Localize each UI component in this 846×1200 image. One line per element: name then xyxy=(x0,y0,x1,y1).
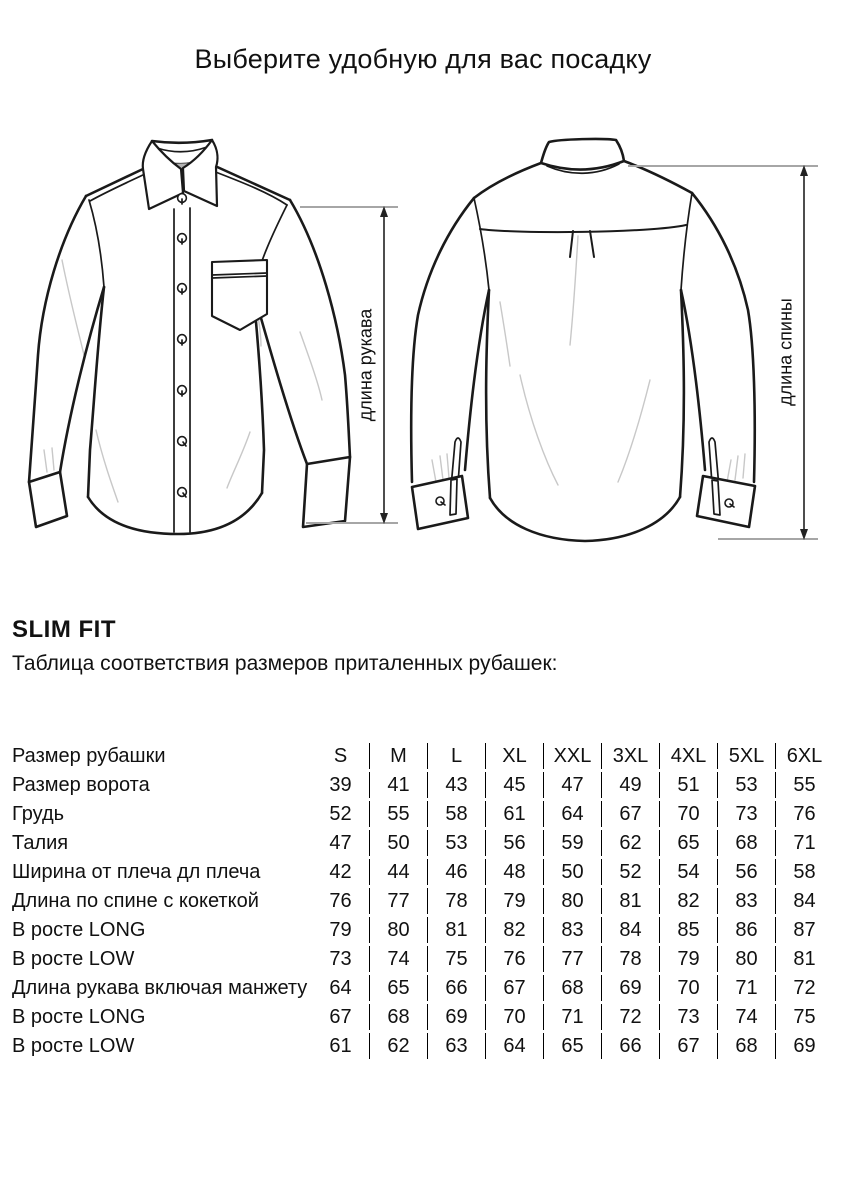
size-cell: 52 xyxy=(312,801,370,827)
size-cell: 77 xyxy=(370,888,428,914)
size-cell: 68 xyxy=(718,1033,776,1059)
size-cell: 48 xyxy=(486,859,544,885)
size-cell: 49 xyxy=(602,772,660,798)
size-cell: 81 xyxy=(428,917,486,943)
shirt-technical-drawing xyxy=(0,120,846,590)
size-cell: 65 xyxy=(660,830,718,856)
table-row xyxy=(12,830,833,856)
size-cell: 58 xyxy=(428,801,486,827)
size-cell: 51 xyxy=(660,772,718,798)
chest-pocket xyxy=(212,260,267,330)
size-cell: 54 xyxy=(660,859,718,885)
size-cell: 76 xyxy=(312,888,370,914)
column-header: 3XL xyxy=(602,743,660,769)
size-cell: 59 xyxy=(544,830,602,856)
front-buttons xyxy=(178,194,187,497)
size-cell: 46 xyxy=(428,859,486,885)
yoke-seam xyxy=(480,225,686,232)
size-cell: 78 xyxy=(602,946,660,972)
size-cell: 56 xyxy=(486,830,544,856)
size-cell: 79 xyxy=(486,888,544,914)
column-header: L xyxy=(428,743,486,769)
column-header: 6XL xyxy=(786,745,823,767)
size-cell: 61 xyxy=(312,1033,370,1059)
size-cell: 68 xyxy=(370,1004,428,1030)
size-cell: 77 xyxy=(544,946,602,972)
size-cell: 82 xyxy=(486,917,544,943)
size-cell: 79 xyxy=(660,946,718,972)
size-cell: 50 xyxy=(544,859,602,885)
table-row xyxy=(12,1004,833,1030)
size-cell: 82 xyxy=(660,888,718,914)
size-cell: 84 xyxy=(793,890,816,912)
size-cell: 70 xyxy=(660,801,718,827)
row-label: Грудь xyxy=(12,803,65,825)
size-cell: 39 xyxy=(312,772,370,798)
size-cell: 71 xyxy=(793,832,816,854)
size-cell: 83 xyxy=(544,917,602,943)
column-header: XL xyxy=(486,743,544,769)
column-header: XXL xyxy=(544,743,602,769)
size-cell: 69 xyxy=(602,975,660,1001)
size-cell: 44 xyxy=(370,859,428,885)
size-cell: 72 xyxy=(602,1004,660,1030)
size-cell: 47 xyxy=(312,830,370,856)
size-cell: 58 xyxy=(793,861,816,883)
table-row xyxy=(12,772,833,798)
row-label: В росте LOW xyxy=(12,1035,135,1057)
size-cell: 56 xyxy=(718,859,776,885)
table-row xyxy=(12,917,833,943)
size-cell: 74 xyxy=(370,946,428,972)
back-pleat xyxy=(570,231,594,257)
column-header: 4XL xyxy=(660,743,718,769)
shirt-diagram xyxy=(0,120,846,590)
table-row xyxy=(12,1033,833,1059)
size-cell: 63 xyxy=(428,1033,486,1059)
size-cell: 71 xyxy=(544,1004,602,1030)
back-collar xyxy=(541,139,624,173)
size-cell: 55 xyxy=(370,801,428,827)
size-cell: 65 xyxy=(370,975,428,1001)
size-cell: 85 xyxy=(660,917,718,943)
size-cell: 80 xyxy=(718,946,776,972)
size-cell: 80 xyxy=(370,917,428,943)
row-label: Ширина от плеча дл плеча xyxy=(12,861,261,883)
row-label: В росте LOW xyxy=(12,948,135,970)
size-cell: 53 xyxy=(718,772,776,798)
size-cell: 64 xyxy=(544,801,602,827)
fit-heading: SLIM FIT xyxy=(12,616,116,643)
column-header: M xyxy=(370,743,428,769)
table-subtitle: Таблица соответствия размеров приталенных рубашек: xyxy=(12,652,558,675)
size-cell: 52 xyxy=(602,859,660,885)
size-cell: 42 xyxy=(312,859,370,885)
front-shirt-drawing xyxy=(29,140,350,534)
sleeve-length-label: длина рукава xyxy=(355,308,376,422)
size-cell: 68 xyxy=(544,975,602,1001)
front-right-cuff xyxy=(303,457,350,527)
size-cell: 55 xyxy=(793,774,816,796)
size-cell: 62 xyxy=(370,1033,428,1059)
front-left-cuff xyxy=(29,472,67,527)
size-cell: 73 xyxy=(718,801,776,827)
size-cell: 76 xyxy=(486,946,544,972)
size-cell: 41 xyxy=(370,772,428,798)
size-cell: 74 xyxy=(718,1004,776,1030)
header-label: Размер рубашки xyxy=(12,745,166,767)
size-cell: 64 xyxy=(486,1033,544,1059)
size-cell: 70 xyxy=(486,1004,544,1030)
size-cell: 83 xyxy=(718,888,776,914)
table-header-row xyxy=(12,743,833,769)
size-cell: 67 xyxy=(312,1004,370,1030)
size-cell: 78 xyxy=(428,888,486,914)
table-row xyxy=(12,888,833,914)
size-cell: 76 xyxy=(793,803,816,825)
size-cell: 72 xyxy=(793,977,816,999)
size-table-container xyxy=(12,740,833,1062)
size-cell: 86 xyxy=(718,917,776,943)
row-label: Длина по спине с кокеткой xyxy=(12,890,259,912)
row-label: Длина рукава включая манжету xyxy=(12,977,308,999)
size-cell: 53 xyxy=(428,830,486,856)
back-length-label: длина спины xyxy=(775,298,796,406)
column-header: S xyxy=(312,743,370,769)
size-cell: 45 xyxy=(486,772,544,798)
size-cell: 81 xyxy=(793,948,816,970)
column-header: 5XL xyxy=(718,743,776,769)
button-placket xyxy=(174,208,190,532)
size-cell: 61 xyxy=(486,801,544,827)
table-row xyxy=(12,801,833,827)
back-shirt-drawing xyxy=(411,139,755,541)
size-cell: 81 xyxy=(602,888,660,914)
size-cell: 73 xyxy=(660,1004,718,1030)
table-row xyxy=(12,946,833,972)
size-cell: 43 xyxy=(428,772,486,798)
row-label: В росте LONG xyxy=(12,1006,146,1028)
page-title: Выберите удобную для вас посадку xyxy=(194,44,652,74)
size-cell: 70 xyxy=(660,975,718,1001)
size-cell: 79 xyxy=(312,917,370,943)
size-table xyxy=(12,740,833,1062)
size-cell: 69 xyxy=(428,1004,486,1030)
size-cell: 73 xyxy=(312,946,370,972)
size-cell: 75 xyxy=(428,946,486,972)
size-cell: 47 xyxy=(544,772,602,798)
size-cell: 84 xyxy=(602,917,660,943)
table-row xyxy=(12,859,833,885)
size-cell: 67 xyxy=(660,1033,718,1059)
size-cell: 50 xyxy=(370,830,428,856)
size-cell: 67 xyxy=(486,975,544,1001)
row-label: Талия xyxy=(12,832,69,854)
size-cell: 66 xyxy=(428,975,486,1001)
size-cell: 71 xyxy=(718,975,776,1001)
row-label: В росте LONG xyxy=(12,919,146,941)
size-cell: 66 xyxy=(602,1033,660,1059)
size-cell: 69 xyxy=(793,1035,816,1057)
size-cell: 62 xyxy=(602,830,660,856)
row-label: Размер ворота xyxy=(12,774,150,796)
size-cell: 75 xyxy=(793,1006,816,1028)
table-row xyxy=(12,975,833,1001)
size-cell: 64 xyxy=(312,975,370,1001)
size-cell: 65 xyxy=(544,1033,602,1059)
size-cell: 68 xyxy=(718,830,776,856)
size-cell: 67 xyxy=(602,801,660,827)
size-cell: 87 xyxy=(793,919,816,941)
size-cell: 80 xyxy=(544,888,602,914)
